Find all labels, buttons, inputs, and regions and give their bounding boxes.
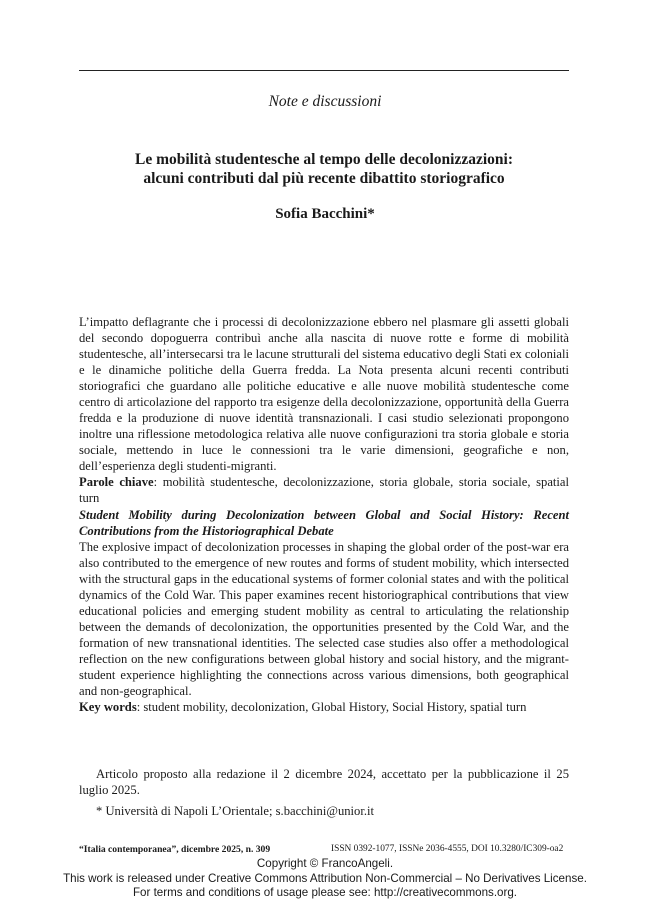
license-line: This work is released under Creative Commons Attribution Non-Commercial – No Derivatives License. [63,872,587,885]
keywords-italian-label: Parole chiave [79,475,154,489]
article-title-line-1: Le mobilità studentesche al tempo delle decolonizzazioni: [135,151,513,168]
keywords-english [79,699,569,715]
keywords-english-values: : student mobility, decolonization, Global History, Social History, spatial turn [136,700,527,714]
abstract-italian [79,314,569,506]
copyright-line: Copyright © FrancoAngeli. [256,857,394,870]
english-title: Student Mobility during Decolonization between Global and Social History: Recent Contributions from the Historiographical Debate [79,508,569,538]
author-affiliation: * Università di Napoli L’Orientale; s.bacchini@unior.it [96,804,374,818]
author-name: Sofia Bacchini* [275,206,375,222]
abstract-english [79,507,569,715]
abstract-italian-text: L’impatto deflagrante che i processi di decolonizzazione ebbero nel plasmare gli assetti globali del secondo dopoguerra contribuì anche alla nascita di nuove rotte e forme di mobilità studentesche, all’intersecarsi tra le lacune strutturali del sistema educativo degli Stati ex coloniali e le dinamiche politiche della Guerra fredda. La Nota presenta alcuni recenti contributi storiografici che guardano alle politiche educative e alle nuove mobilità studentesche come centro di articolazione del rapporto tra esigenze della decolonizzazione, opportunità della Guerra fredda e la produzione di nuove identità transnazionali. I casi studio selezionati propongono inoltre una riflessione metodologica relativa alle nuove configurazioni tra storia globale e storia sociale, mettendo in luce le connessioni tra le varie dimensioni, geografiche e non, dell’esperienza degli studenti-migranti. [79,315,569,473]
article-title-line-2: alcuni contributi dal più recente dibattito storiografico [143,170,505,187]
submission-note: Articolo proposto alla redazione il 2 dicembre 2024, accettato per la pubblicazione il 25 luglio 2025. [79,767,569,797]
journal-citation: “Italia contemporanea”, dicembre 2025, n. 309 [79,844,271,855]
header-rule [79,70,569,71]
journal-identifiers: ISSN 0392-1077, ISSNe 2036-4555, DOI 10.3280/IC309-oa2 [331,844,564,854]
license-terms-line: For terms and conditions of usage please see: http://creativecommons.org. [132,886,518,899]
abstract-english-text: The explosive impact of decolonization processes in shaping the global order of the post-war era also contributed to the emergence of new routes and forms of student mobility, which intersected with the structural gaps in the educational systems of former colonial states and with the political dynamics of the Cold War. This paper examines recent historiographical contributions that view educational policies and emerging student mobility as central to articulating the relationship between the demands of decolonization, the opportunities presented by the Cold War, and the formation of new transnational identities. The selected case studies also offer a methodological reflection on the new configurations between global history and social history, and the migrant-student experience highlighting the connections across various dimensions, both geographical and non-geographical. [79,540,569,698]
keywords-italian-values: : mobilità studentesche, decolonizzazione, storia globale, storia sociale, spatial turn [79,475,569,505]
keywords-italian [79,474,569,506]
keywords-english-label: Key words [79,700,137,714]
section-label: Note e discussioni [268,93,382,110]
article-title [79,150,569,188]
